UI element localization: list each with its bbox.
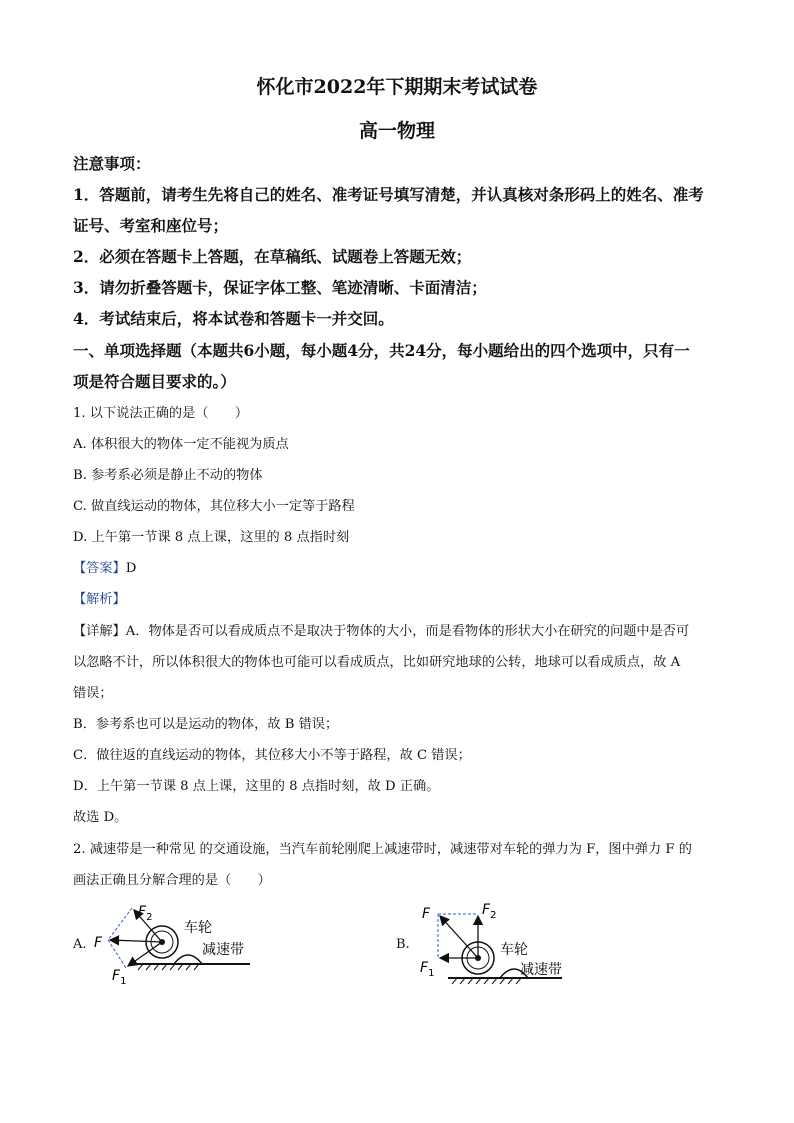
q2-option-b-label: B.: [396, 937, 410, 952]
q1-option-c: C. 做直线运动的物体，其位移大小一定等于路程: [73, 499, 355, 514]
q1-detail-line-2: 以忽略不计，所以体积很大的物体也可能可以看成质点，比如研究地球的公转，地球可以看成质点，故 A: [73, 655, 681, 670]
notice-item-1: 1．答题前，请考生先将自己的姓名、准考证号填写清楚，并认真核对条形码上的姓名、准考: [73, 185, 704, 204]
q2-stem-cont: 画法正确且分解合理的是（ ）: [73, 873, 271, 888]
label-F2: $F_2$: [482, 902, 497, 921]
notice-item-1-cont: 证号、考室和座位号；: [73, 216, 229, 235]
dashed-line: [108, 940, 126, 968]
label-F2: $F_2$: [138, 904, 153, 923]
q1-option-b: B. 参考系必须是静止不动的物体: [73, 468, 263, 483]
section-1-heading-cont: 项是符合题目要求的。）: [73, 372, 236, 391]
answer-value: D: [125, 561, 137, 576]
q2-option-b-figure: [412, 896, 592, 992]
q1-conclusion: 故选 D。: [73, 810, 128, 825]
q1-detail-d: D．上午第一节课 8 点上课，这里的 8 点指时刻，故 D 正确。: [73, 779, 440, 794]
q1-detail-c: C．做往返的直线运动的物体，其位移大小不等于路程，故 C 错误；: [73, 748, 471, 763]
dashed-line: [108, 908, 132, 940]
q2-stem: 2. 减速带是一种常见 的交通设施，当汽车前轮刚爬上减速带时，减速带对车轮的弹力为 F，图中弹力 F 的: [73, 842, 692, 857]
q1-answer: [73, 557, 136, 576]
q1-detail-line-1: [73, 620, 689, 639]
label-wheel: 车轮: [184, 920, 212, 936]
q1-analysis-tag: 【解析】: [73, 592, 126, 607]
exam-subject: 高一物理: [358, 120, 435, 142]
q1-option-d: D. 上午第一节课 8 点上课，这里的 8 点指时刻: [73, 530, 350, 545]
answer-tag: 【答案】: [73, 561, 126, 576]
detail-text: A．物体是否可以看成质点不是取决于物体的大小，而是看物体的形状大小在研究的问题中是否可: [125, 624, 690, 639]
label-F: F: [94, 935, 103, 951]
notice-item-3: 3．请勿折叠答题卡，保证字体工整、笔迹清晰、卡面清洁；: [73, 278, 487, 297]
q2-option-a-label: A.: [73, 937, 87, 952]
notice-item-4: 4．考试结束后，将本试卷和答题卡一并交回。: [73, 309, 394, 328]
notice-heading: 注意事项：: [73, 154, 151, 173]
label-speed-bump: 减速带: [202, 942, 244, 958]
section-1-heading: 一、单项选择题（本题共6小题，每小题4分，共24分，每小题给出的四个选项中，只有一: [73, 341, 690, 360]
label-F: F: [422, 906, 431, 922]
q1-detail-line-3: 错误；: [73, 686, 113, 701]
speed-bump: [174, 955, 202, 964]
q1-detail-b: B．参考系也可以是运动的物体，故 B 错误；: [73, 717, 339, 732]
label-wheel: 车轮: [500, 942, 528, 958]
detail-tag: 【详解】: [73, 624, 126, 639]
q1-option-a: A. 体积很大的物体一定不能视为质点: [73, 437, 289, 452]
label-F1: $F_1$: [112, 968, 127, 987]
force-F-arrow: [440, 916, 478, 958]
q1-stem: 1. 以下说法正确的是（ ）: [73, 406, 249, 421]
q2-option-a-figure: [90, 898, 270, 990]
notice-item-2: 2．必须在答题卡上答题，在草稿纸、试题卷上答题无效；: [73, 247, 472, 266]
label-F1: $F_1$: [420, 960, 435, 979]
label-speed-bump: 减速带: [520, 962, 562, 978]
exam-title: 怀化市2022年下期期末考试试卷: [256, 76, 538, 98]
